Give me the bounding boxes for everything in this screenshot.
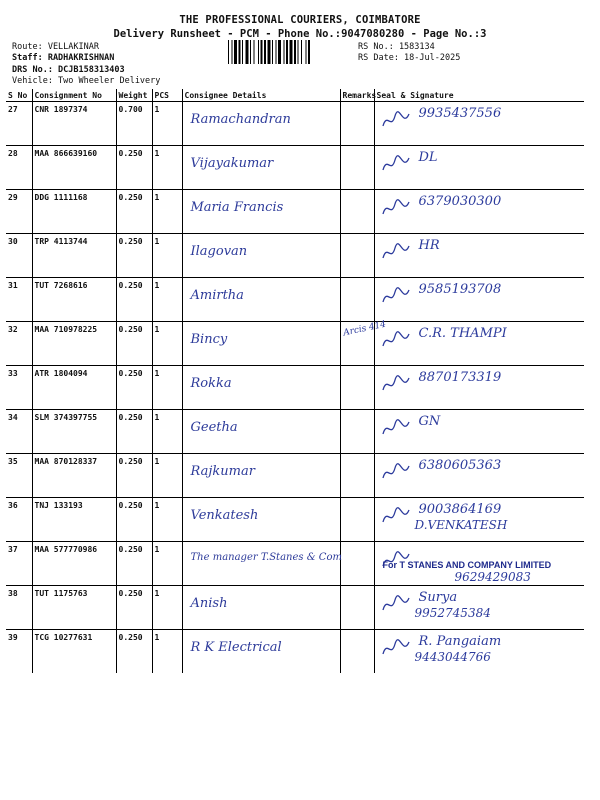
signature-scribble bbox=[381, 240, 411, 264]
staff-label: Staff: RADHAKRISHNAN bbox=[12, 53, 115, 63]
table-row bbox=[6, 190, 584, 234]
sno-cell: 39 bbox=[6, 630, 32, 674]
signature-cell bbox=[374, 190, 584, 234]
pcs-cell: 1 bbox=[152, 278, 182, 322]
header-seal-signature: Seal & Signature bbox=[374, 89, 584, 102]
remarks-cell bbox=[340, 190, 374, 234]
signature-text: DL bbox=[418, 150, 438, 165]
table-row bbox=[6, 542, 584, 586]
consignment-number: TUT 1175763 bbox=[32, 586, 116, 630]
signature-phone: D.VENKATESH bbox=[414, 518, 508, 532]
pcs-cell: 1 bbox=[152, 454, 182, 498]
consignee-cell bbox=[182, 498, 340, 542]
table-row bbox=[6, 498, 584, 542]
pcs-cell: 1 bbox=[152, 366, 182, 410]
signature-cell bbox=[374, 630, 584, 674]
remarks-cell bbox=[340, 542, 374, 586]
table-row bbox=[6, 322, 584, 366]
signature-cell bbox=[374, 366, 584, 410]
weight-cell: 0.250 bbox=[116, 278, 152, 322]
remarks-cell bbox=[340, 498, 374, 542]
signature-cell bbox=[374, 586, 584, 630]
consignment-number: TCG 10277631 bbox=[32, 630, 116, 674]
rs-number: RS No.: 1583134 bbox=[358, 42, 435, 52]
barcode bbox=[228, 40, 353, 64]
signature-cell bbox=[374, 410, 584, 454]
signature-scribble bbox=[381, 504, 411, 528]
pcs-cell: 1 bbox=[152, 190, 182, 234]
pcs-cell: 1 bbox=[152, 542, 182, 586]
remarks-cell bbox=[340, 146, 374, 190]
consignment-number: TUT 7268616 bbox=[32, 278, 116, 322]
header-consignee-details: Consignee Details bbox=[182, 89, 340, 102]
weight-cell: 0.250 bbox=[116, 146, 152, 190]
consignment-number: MAA 866639160 bbox=[32, 146, 116, 190]
runsheet-subtitle: Delivery Runsheet - PCM - Phone No.:9047080280 - Page No.:3 bbox=[113, 28, 487, 40]
consignee-handwriting: Maria Francis bbox=[190, 200, 284, 215]
header-remarks: Remarks bbox=[340, 89, 374, 102]
signature-text: C.R. THAMPI bbox=[418, 326, 507, 341]
consignee-handwriting: Rajkumar bbox=[190, 464, 255, 479]
remarks-cell bbox=[340, 234, 374, 278]
signature-text: Surya bbox=[418, 590, 458, 605]
consignee-handwriting: Rokka bbox=[190, 376, 232, 391]
sno-cell: 30 bbox=[6, 234, 32, 278]
consignee-cell bbox=[182, 542, 340, 586]
consignee-cell bbox=[182, 630, 340, 674]
signature-text: 9003864169 bbox=[418, 502, 502, 517]
signature-phone: 9952745384 bbox=[414, 606, 491, 620]
signature-phone: 9443044766 bbox=[414, 650, 491, 664]
sno-cell: 37 bbox=[6, 542, 32, 586]
weight-cell: 0.250 bbox=[116, 454, 152, 498]
table-row bbox=[6, 102, 584, 146]
pcs-cell: 1 bbox=[152, 146, 182, 190]
remarks-cell bbox=[340, 454, 374, 498]
signature-phone: 9629429083 bbox=[454, 570, 531, 584]
consignee-handwriting: Ramachandran bbox=[190, 112, 291, 127]
signature-scribble bbox=[381, 592, 411, 616]
rs-date: RS Date: 18-Jul-2025 bbox=[358, 53, 461, 63]
pcs-cell: 1 bbox=[152, 102, 182, 146]
signature-scribble bbox=[381, 416, 411, 440]
signature-cell bbox=[374, 322, 584, 366]
signature-cell bbox=[374, 234, 584, 278]
remarks-cell bbox=[340, 410, 374, 454]
consignment-number: MAA 870128337 bbox=[32, 454, 116, 498]
consignee-handwriting: Geetha bbox=[190, 420, 238, 435]
table-header-row bbox=[6, 89, 584, 102]
signature-text: 9935437556 bbox=[418, 106, 502, 121]
sno-cell: 35 bbox=[6, 454, 32, 498]
weight-cell: 0.250 bbox=[116, 498, 152, 542]
sno-cell: 29 bbox=[6, 190, 32, 234]
consignee-handwriting: Ilagovan bbox=[190, 244, 248, 259]
weight-cell: 0.250 bbox=[116, 586, 152, 630]
pcs-cell: 1 bbox=[152, 234, 182, 278]
pcs-cell: 1 bbox=[152, 410, 182, 454]
signature-scribble bbox=[381, 196, 411, 220]
consignment-number: CNR 1897374 bbox=[32, 102, 116, 146]
consignment-number: ATR 1804094 bbox=[32, 366, 116, 410]
consignee-cell bbox=[182, 234, 340, 278]
sno-cell: 31 bbox=[6, 278, 32, 322]
signature-text: 6379030300 bbox=[418, 194, 502, 209]
consignment-number: MAA 577770986 bbox=[32, 542, 116, 586]
consignee-cell bbox=[182, 366, 340, 410]
signature-cell bbox=[374, 146, 584, 190]
signature-scribble bbox=[381, 460, 411, 484]
signature-scribble bbox=[381, 284, 411, 308]
consignee-handwriting: Bincy bbox=[190, 332, 228, 347]
sno-cell: 33 bbox=[6, 366, 32, 410]
pcs-cell: 1 bbox=[152, 586, 182, 630]
header-sno: S No bbox=[6, 89, 32, 102]
table-row bbox=[6, 146, 584, 190]
signature-cell bbox=[374, 542, 584, 586]
signature-scribble bbox=[381, 328, 411, 352]
sno-cell: 38 bbox=[6, 586, 32, 630]
company-title: THE PROFESSIONAL COURIERS, COIMBATORE bbox=[179, 14, 421, 26]
consignee-cell bbox=[182, 102, 340, 146]
sno-cell: 27 bbox=[6, 102, 32, 146]
table-row bbox=[6, 454, 584, 498]
sno-cell: 28 bbox=[6, 146, 32, 190]
consignee-handwriting: Anish bbox=[190, 596, 228, 611]
consignee-cell bbox=[182, 454, 340, 498]
table-row bbox=[6, 630, 584, 674]
signature-scribble bbox=[381, 108, 411, 132]
signature-scribble bbox=[381, 152, 411, 176]
weight-cell: 0.250 bbox=[116, 366, 152, 410]
header-consignment-no: Consignment No bbox=[32, 89, 116, 102]
consignment-number: TRP 4113744 bbox=[32, 234, 116, 278]
consignment-number: MAA 710978225 bbox=[32, 322, 116, 366]
runsheet-table bbox=[6, 89, 584, 673]
signature-text: HR bbox=[418, 238, 440, 253]
remarks-cell bbox=[340, 586, 374, 630]
consignment-number: TNJ 133193 bbox=[32, 498, 116, 542]
signature-text: GN bbox=[418, 414, 441, 429]
signature-text: R. Pangaiam bbox=[418, 634, 502, 649]
weight-cell: 0.250 bbox=[116, 410, 152, 454]
table-row bbox=[6, 586, 584, 630]
signature-scribble bbox=[381, 636, 411, 660]
pcs-cell: 1 bbox=[152, 498, 182, 542]
consignee-handwriting: Amirtha bbox=[190, 288, 244, 303]
consignee-cell bbox=[182, 322, 340, 366]
consignee-handwriting: The manager T.Stanes & Com bbox=[190, 552, 342, 563]
signature-scribble bbox=[381, 372, 411, 396]
remark-note: Arcis 414 bbox=[341, 319, 387, 339]
table-row bbox=[6, 410, 584, 454]
vehicle-label: Vehicle: Two Wheeler Delivery bbox=[12, 76, 161, 86]
header-pcs: PCS bbox=[152, 89, 182, 102]
table-row bbox=[6, 234, 584, 278]
consignee-cell bbox=[182, 586, 340, 630]
table-row bbox=[6, 366, 584, 410]
header-weight: Weight bbox=[116, 89, 152, 102]
signature-text: 9585193708 bbox=[418, 282, 502, 297]
table-row bbox=[6, 278, 584, 322]
signature-cell bbox=[374, 454, 584, 498]
weight-cell: 0.250 bbox=[116, 630, 152, 674]
consignee-cell bbox=[182, 190, 340, 234]
weight-cell: 0.250 bbox=[116, 190, 152, 234]
consignee-handwriting: Vijayakumar bbox=[190, 156, 274, 171]
consignee-cell bbox=[182, 146, 340, 190]
signature-cell bbox=[374, 102, 584, 146]
signature-text: 8870173319 bbox=[418, 370, 502, 385]
weight-cell: 0.700 bbox=[116, 102, 152, 146]
signature-text: 6380605363 bbox=[418, 458, 502, 473]
sno-cell: 36 bbox=[6, 498, 32, 542]
pcs-cell: 1 bbox=[152, 630, 182, 674]
weight-cell: 0.250 bbox=[116, 234, 152, 278]
pcs-cell: 1 bbox=[152, 322, 182, 366]
consignee-cell bbox=[182, 278, 340, 322]
signature-cell bbox=[374, 498, 584, 542]
company-stamp: For T STANES AND COMPANY LIMITED bbox=[382, 560, 552, 570]
remarks-cell bbox=[340, 366, 374, 410]
consignment-number: DDG 1111168 bbox=[32, 190, 116, 234]
consignment-number: SLM 374397755 bbox=[32, 410, 116, 454]
drs-number: DRS No.: DCJB158313403 bbox=[12, 65, 125, 75]
weight-cell: 0.250 bbox=[116, 322, 152, 366]
remarks-cell bbox=[340, 278, 374, 322]
remarks-cell bbox=[340, 102, 374, 146]
route-label: Route: VELLAKINAR bbox=[12, 42, 99, 52]
consignee-handwriting: R K Electrical bbox=[190, 640, 282, 655]
consignee-cell bbox=[182, 410, 340, 454]
weight-cell: 0.250 bbox=[116, 542, 152, 586]
remarks-cell bbox=[340, 319, 387, 366]
sno-cell: 34 bbox=[6, 410, 32, 454]
signature-cell bbox=[374, 278, 584, 322]
sno-cell: 32 bbox=[6, 322, 32, 366]
consignee-handwriting: Venkatesh bbox=[190, 508, 259, 523]
remarks-cell bbox=[340, 630, 374, 674]
